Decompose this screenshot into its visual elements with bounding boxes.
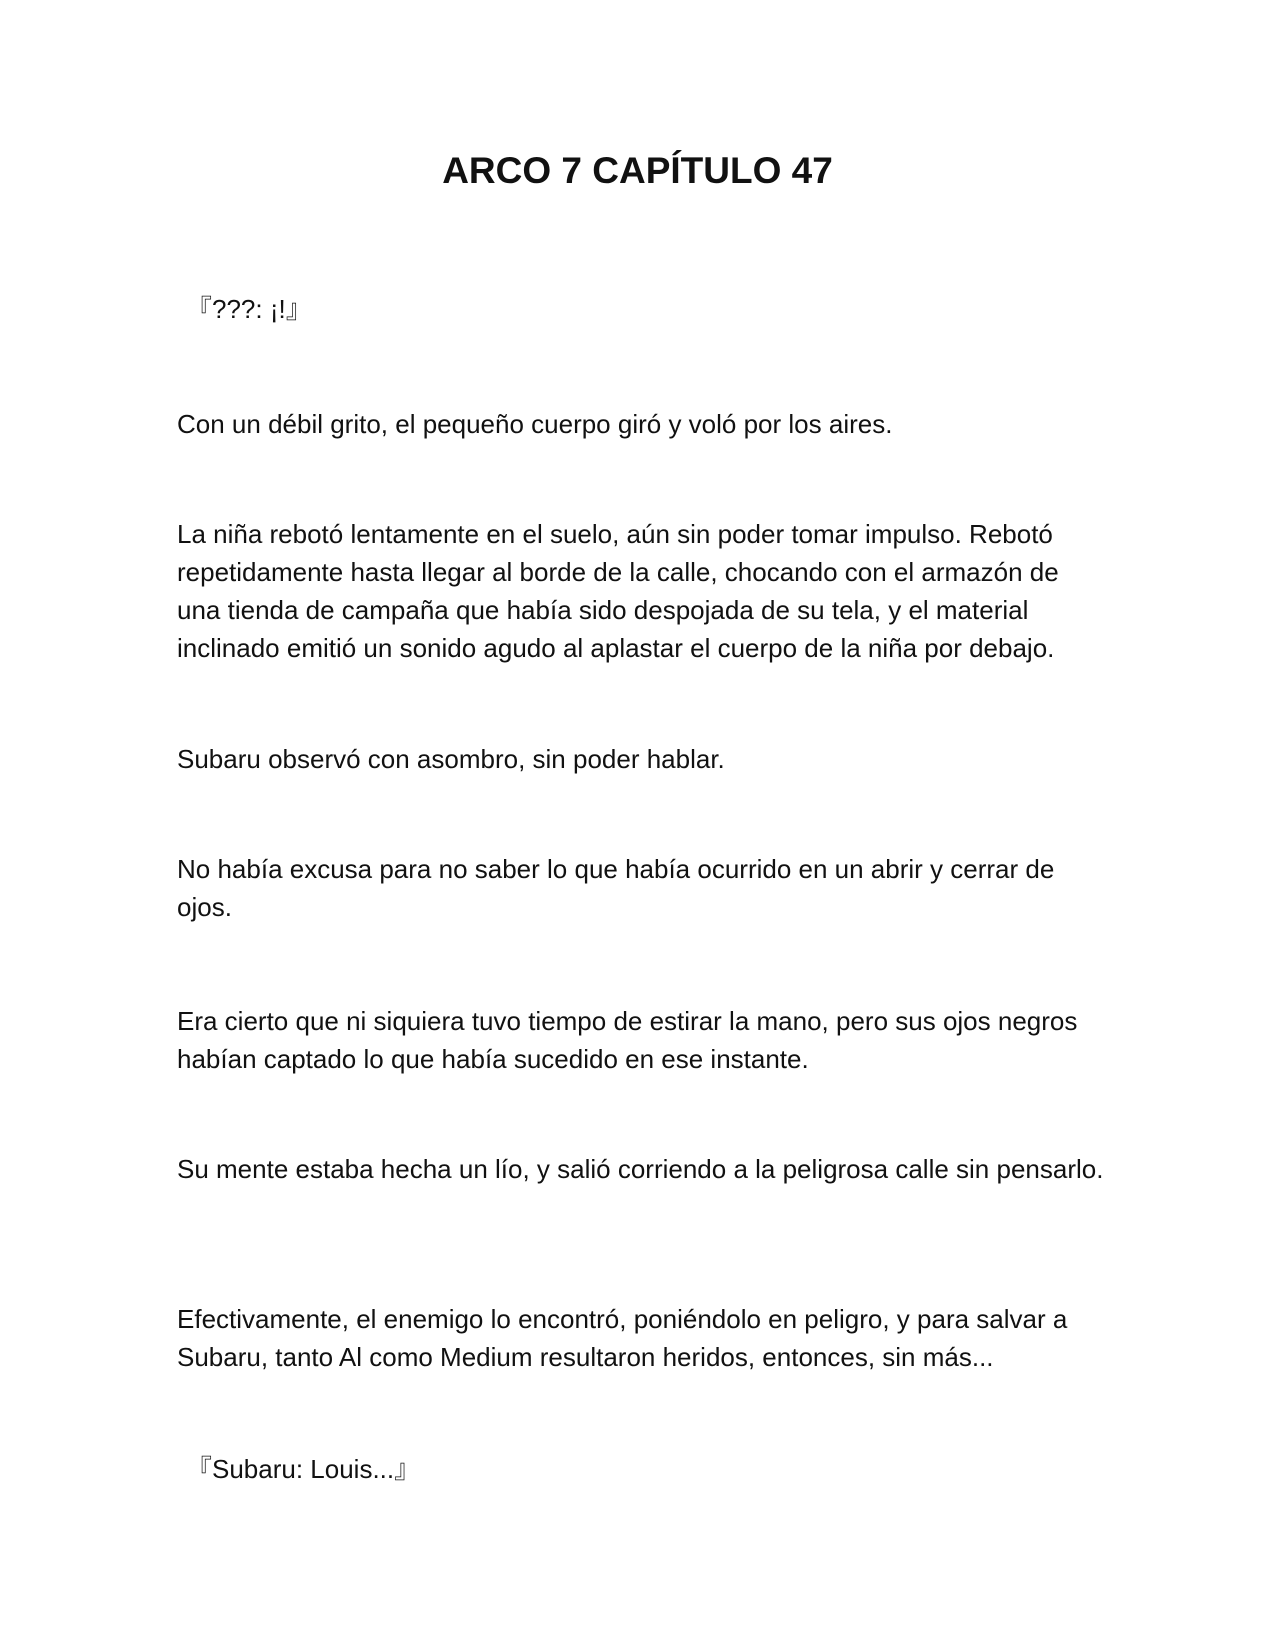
dialogue-line: 『Subaru: Louis...』: [186, 1454, 421, 1484]
dialogue-line: 『???: ¡!』: [186, 294, 312, 324]
chapter-title: ARCO 7 CAPÍTULO 47: [442, 150, 833, 191]
paragraph: La niña rebotó lentamente en el suelo, aún sin poder tomar impulso. Rebotó repetidamente hasta llegar al borde de la calle, chocando con el armazón de una tienda de campaña que había sido despojada de su tela, y el material inclinado emitió un sonido agudo al aplastar el cuerpo de la niña por debajo.: [177, 519, 1059, 663]
paragraph: Era cierto que ni siquiera tuvo tiempo de estirar la mano, pero sus ojos negros habían captado lo que había sucedido en ese instante.: [177, 1006, 1078, 1074]
paragraph: Subaru observó con asombro, sin poder hablar.: [177, 744, 725, 774]
paragraph: No había excusa para no saber lo que había ocurrido en un abrir y cerrar de ojos.: [177, 854, 1055, 922]
paragraph: Su mente estaba hecha un lío, y salió corriendo a la peligrosa calle sin pensarlo.: [177, 1154, 1104, 1184]
paragraph: Efectivamente, el enemigo lo encontró, poniéndolo en peligro, y para salvar a Subaru, tanto Al como Medium resultaron heridos, entonces, sin más...: [177, 1304, 1068, 1372]
paragraph: Con un débil grito, el pequeño cuerpo giró y voló por los aires.: [177, 409, 893, 439]
